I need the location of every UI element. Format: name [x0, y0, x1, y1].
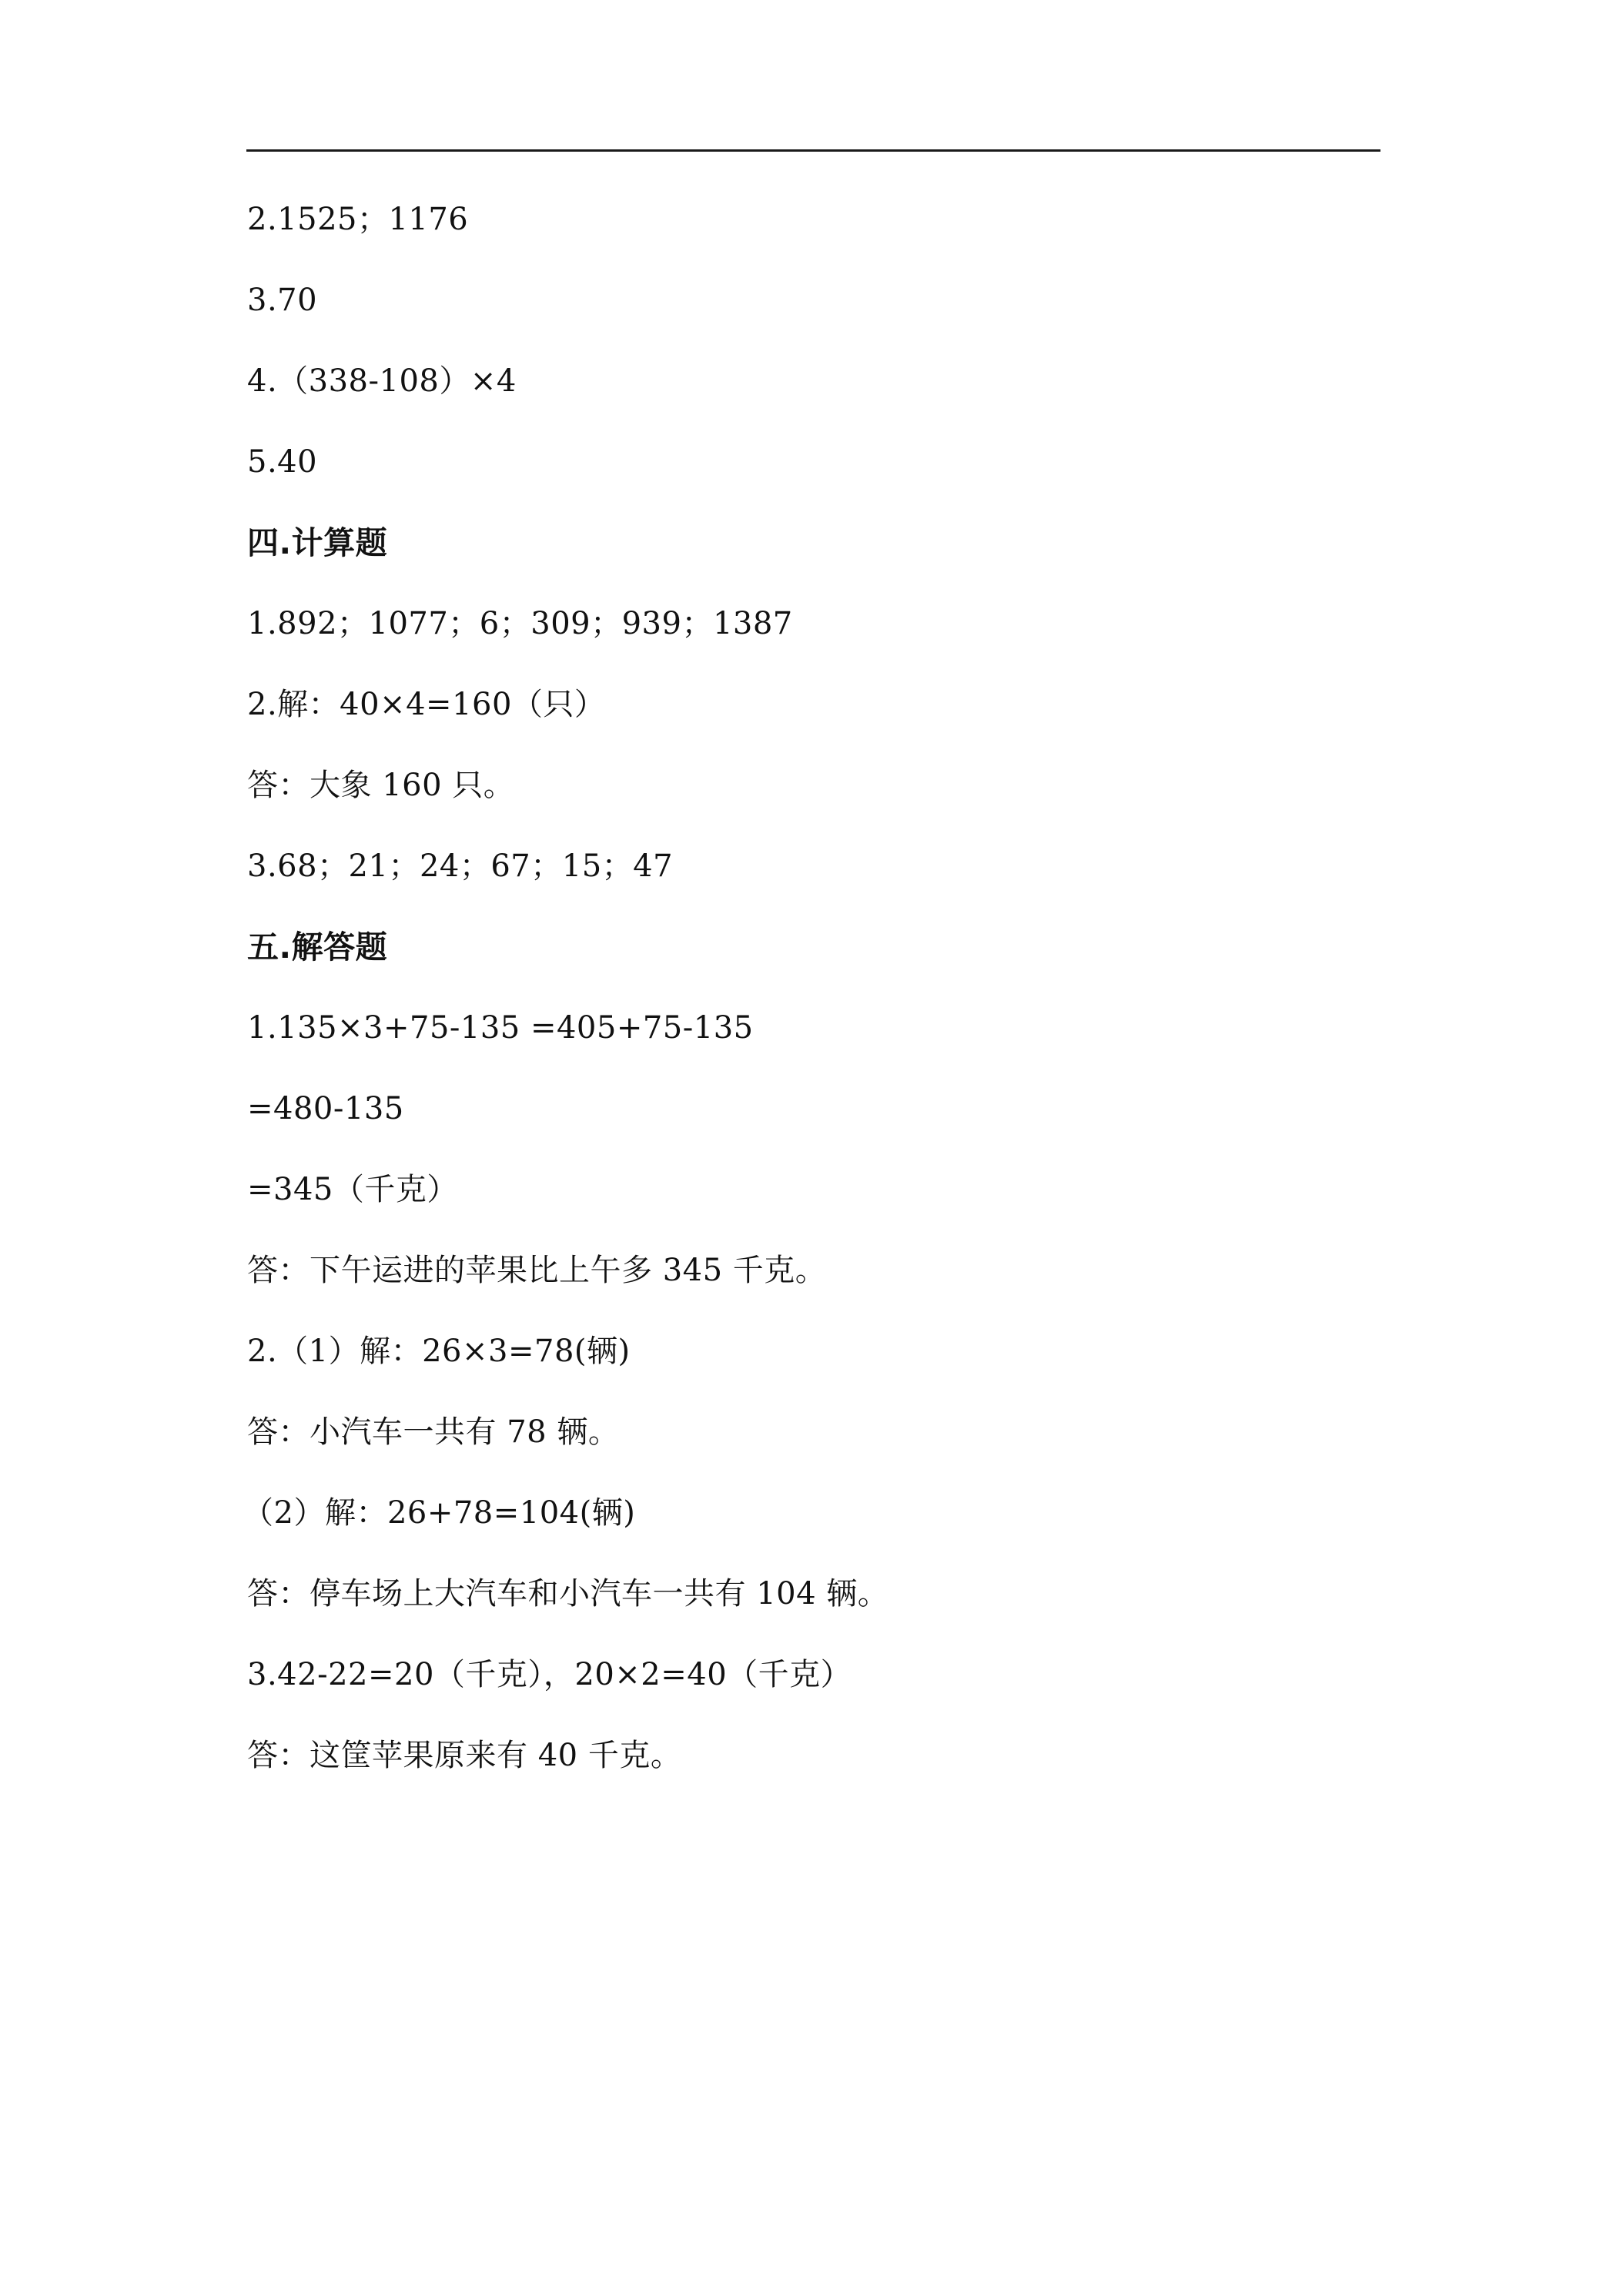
section-heading-solutions: 五.解答题 [247, 929, 388, 966]
answer-line-5-1-step2: =480-135 [247, 1091, 404, 1126]
answer-line-4-3: 3.68；21；24；67；15；47 [247, 848, 674, 884]
section-heading-calculation: 四.计算题 [247, 524, 388, 561]
answer-line-5-1-answer: 答：下午运进的苹果比上午多 345 千克。 [247, 1253, 827, 1288]
answer-line-2-3: 3.70 [247, 283, 318, 318]
answer-line-5-2-part1-answer: 答：小汽车一共有 78 辆。 [247, 1414, 620, 1450]
answer-line-4-2: 2.解：40×4=160（只） [247, 687, 606, 722]
answer-line-4-1: 1.892；1077；6；309；939；1387 [247, 606, 793, 641]
answer-line-5-2-part2: （2）解：26+78=104(辆) [243, 1495, 636, 1531]
answer-line-2-4: 4.（338-108）×4 [247, 363, 517, 399]
answer-content [243, 192, 1379, 1809]
answer-line-5-3: 3.42-22=20（千克），20×2=40（千克） [247, 1657, 852, 1692]
answer-line-5-2-part2-answer: 答：停车场上大汽车和小汽车一共有 104 辆。 [247, 1576, 889, 1612]
answer-line-5-1: 1.135×3+75-135 =405+75-135 [247, 1010, 754, 1046]
answer-line-5-2-part1: 2.（1）解：26×3=78(辆) [247, 1334, 631, 1369]
answer-line-2-2: 2.1525；1176 [247, 202, 469, 237]
answer-line-4-2-answer: 答：大象 160 只。 [247, 768, 515, 803]
header-rule [246, 149, 1380, 152]
answer-line-2-5: 5.40 [247, 444, 318, 480]
answer-line-5-1-step3: =345（千克） [247, 1172, 458, 1207]
answer-line-5-3-answer: 答：这筐苹果原来有 40 千克。 [247, 1738, 682, 1773]
